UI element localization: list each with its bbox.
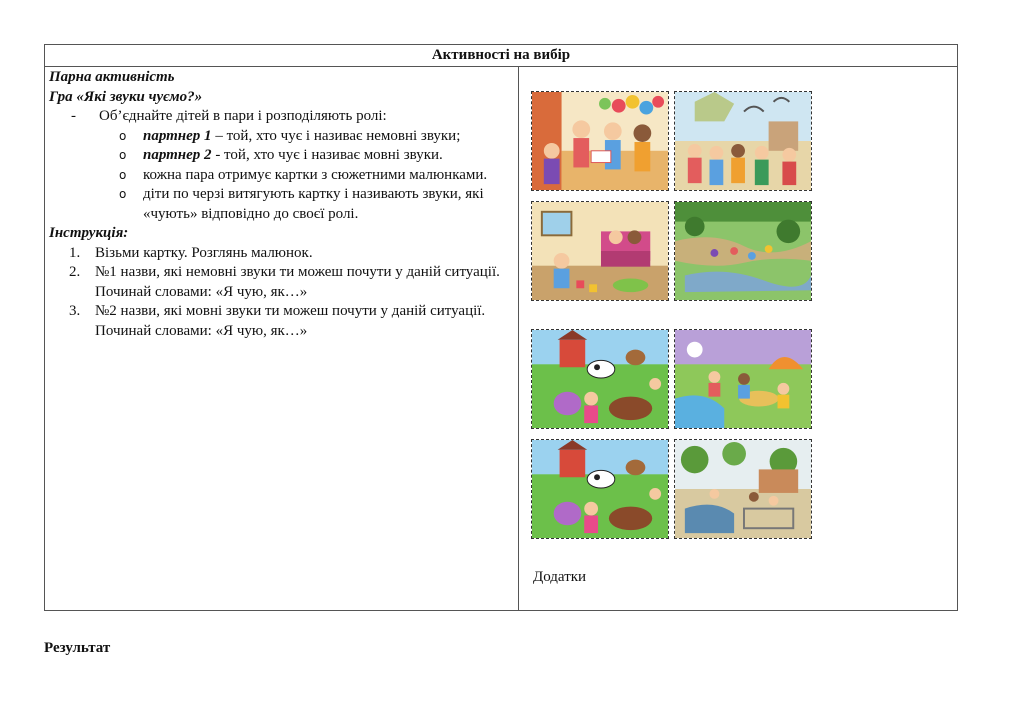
cards-item xyxy=(49,166,511,186)
activity-title: Парна активність xyxy=(49,69,175,85)
appendix-label: Додатки xyxy=(533,569,587,585)
activities-table xyxy=(44,44,958,611)
picture-card-picnic xyxy=(674,329,812,429)
dash-marker: - xyxy=(71,108,76,124)
partner2-label: партнер 2 xyxy=(143,147,212,163)
game-title: Гра «Які звуки чуємо?» xyxy=(49,88,203,105)
turns-text: діти по черзі витягують картку і називають звуки, які «чують» відповідно до своєї ролі. xyxy=(143,186,484,222)
instruction-text: №2 назви, які мовні звуки ти можеш почути у даній ситуації. Починай словами: «Я чую, як…» xyxy=(95,303,486,339)
turns-item xyxy=(49,185,511,224)
appendix-column xyxy=(519,67,957,610)
table-header: Активності на вибір xyxy=(45,45,957,67)
instruction-number: 1. xyxy=(69,244,81,261)
picture-card-farm xyxy=(531,329,669,429)
bullet-marker: o xyxy=(119,167,127,182)
partner1-label: партнер 1 xyxy=(143,127,212,144)
instruction-number: 3. xyxy=(69,303,81,319)
instruction-number: 2. xyxy=(69,264,81,280)
instruction-text: №1 назви, які немовні звуки ти можеш почути у даній ситуації. Починай словами: «Я чую, як…» xyxy=(95,264,500,300)
partner1-text: – той, хто чує і називає немовні звуки; xyxy=(211,127,461,144)
instruction-item xyxy=(49,263,511,302)
instruction-title: Інструкція: xyxy=(49,225,129,241)
partner2-text: - той, хто чує і називає мовні звуки. xyxy=(211,147,443,163)
step-text: Об’єднайте дітей в пари і розподіляють ролі: xyxy=(99,108,387,124)
partner1-item xyxy=(49,127,511,147)
picture-card-zoo xyxy=(674,439,812,539)
bullet-marker: o xyxy=(119,187,127,201)
instruction-text: Візьми картку. Розглянь малюнок. xyxy=(95,244,313,261)
step-item xyxy=(49,107,511,127)
picture-card-party xyxy=(531,91,669,191)
bullet-marker: o xyxy=(119,148,127,162)
picture-card-zoo-park xyxy=(674,201,812,301)
cards-text: кожна пара отримує картки з сюжетними малюнками. xyxy=(143,166,488,183)
instructions-column xyxy=(49,68,511,341)
picture-card-zoo-birds xyxy=(674,91,812,191)
instruction-item xyxy=(49,244,511,264)
result-heading: Результат xyxy=(44,640,111,656)
instruction-item xyxy=(49,302,511,341)
bullet-marker: o xyxy=(119,128,127,143)
partner2-item xyxy=(49,146,511,166)
picture-card-farm-2 xyxy=(531,439,669,539)
picture-card-living-room xyxy=(531,201,669,301)
